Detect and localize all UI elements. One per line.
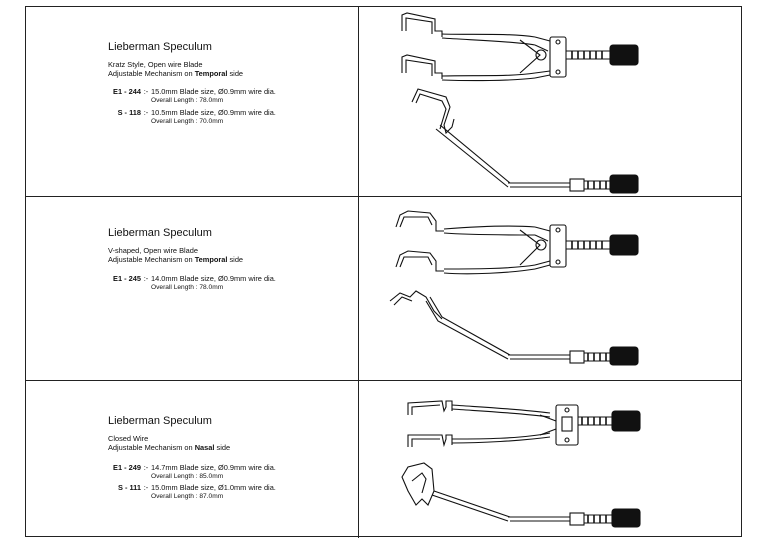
product-row-closed-wire	[26, 381, 741, 538]
product-row-kratz	[26, 7, 741, 197]
product-description-2	[108, 255, 243, 264]
spec-text: 15.0mm Blade size, Ø0.9mm wire dia.	[151, 87, 276, 96]
product-description-2	[108, 443, 230, 452]
spec-separator: :-	[143, 483, 149, 492]
product-title: Lieberman Speculum	[108, 41, 212, 53]
mechanism-suffix: side	[216, 443, 231, 452]
product-code: E1 - 244	[113, 87, 141, 96]
spec-entry	[108, 108, 348, 126]
lieberman-speculum-closed-wire-drawing	[360, 381, 742, 538]
lieberman-speculum-kratz-drawing	[360, 7, 742, 196]
product-description-1: Closed Wire	[108, 434, 149, 443]
overall-length: Overall Length : 78.0mm	[151, 97, 224, 104]
column-divider	[358, 7, 359, 196]
product-code: S - 111	[117, 483, 141, 492]
mechanism-suffix: side	[229, 255, 244, 264]
mechanism-suffix: side	[229, 69, 244, 78]
column-divider	[358, 381, 359, 538]
spec-entry	[108, 463, 348, 481]
mechanism-prefix: Adjustable Mechanism on	[108, 255, 193, 264]
product-code: E1 - 245	[113, 274, 141, 283]
spec-separator: :-	[143, 274, 149, 283]
mechanism-prefix: Adjustable Mechanism on	[108, 443, 193, 452]
spec-separator: :-	[143, 463, 149, 472]
product-title: Lieberman Speculum	[108, 227, 212, 239]
product-code: E1 - 249	[113, 463, 141, 472]
product-code: S - 118	[117, 108, 141, 117]
spec-entry	[108, 87, 348, 105]
overall-length: Overall Length : 85.0mm	[151, 473, 224, 480]
mechanism-side: Temporal	[194, 255, 228, 264]
product-description-1: Kratz Style, Open wire Blade	[108, 60, 203, 69]
spec-text: 14.0mm Blade size, Ø0.9mm wire dia.	[151, 274, 276, 283]
lieberman-speculum-v-shaped-drawing	[360, 197, 742, 380]
spec-text: 14.7mm Blade size, Ø0.9mm wire dia.	[151, 463, 276, 472]
spec-separator: :-	[143, 87, 149, 96]
product-description-2	[108, 69, 243, 78]
product-title: Lieberman Speculum	[108, 415, 212, 427]
spec-text: 10.5mm Blade size, Ø0.9mm wire dia.	[151, 108, 276, 117]
product-description-1: V-shaped, Open wire Blade	[108, 246, 198, 255]
spec-separator: :-	[143, 108, 149, 117]
mechanism-side: Nasal	[194, 443, 215, 452]
spec-entry	[108, 274, 348, 292]
mechanism-prefix: Adjustable Mechanism on	[108, 69, 193, 78]
overall-length: Overall Length : 70.0mm	[151, 118, 224, 125]
product-catalog-sheet	[25, 6, 742, 537]
overall-length: Overall Length : 78.0mm	[151, 284, 224, 291]
spec-text: 15.0mm Blade size, Ø1.0mm wire dia.	[151, 483, 276, 492]
overall-length: Overall Length : 87.0mm	[151, 493, 224, 500]
mechanism-side: Temporal	[194, 69, 228, 78]
product-row-v-shaped	[26, 197, 741, 381]
spec-entry	[108, 483, 348, 501]
column-divider	[358, 197, 359, 380]
